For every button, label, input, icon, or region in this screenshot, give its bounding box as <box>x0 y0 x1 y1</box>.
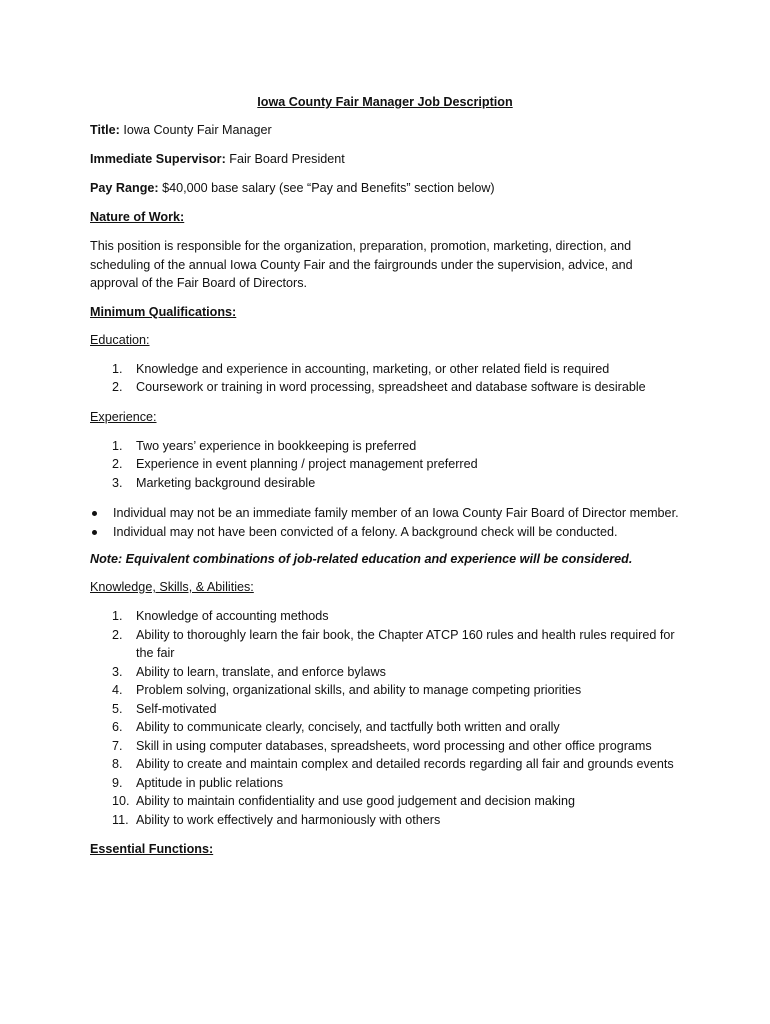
list-number: 4. <box>112 683 123 697</box>
list-text: Ability to create and maintain complex and detailed records regarding all fair and grounds events <box>136 757 674 771</box>
list-number: 2. <box>112 380 123 394</box>
list-text: Skill in using computer databases, spreadsheets, word processing and other office programs <box>136 738 652 753</box>
ksa-heading: Knowledge, Skills, & Abilities: <box>90 580 254 594</box>
list-item <box>90 681 680 700</box>
list-number: 8. <box>112 757 123 771</box>
list-text: Marketing background desirable <box>136 475 316 490</box>
field-value: $40,000 base salary (see “Pay and Benefits” section below) <box>158 181 495 195</box>
education-list <box>90 360 680 397</box>
field-value: Fair Board President <box>225 152 345 166</box>
field-value: Iowa County Fair Manager <box>119 123 272 137</box>
list-number: 1. <box>112 438 123 453</box>
list-text: Ability to maintain confidentiality and use good judgement and decision making <box>136 794 575 808</box>
list-number: 5. <box>112 701 123 716</box>
ksa-list <box>90 607 680 829</box>
list-text: Knowledge and experience in accounting, marketing, or other related field is required <box>136 361 610 376</box>
requirements-bullet-list <box>90 504 680 541</box>
field-label: Pay Range: <box>90 181 159 195</box>
list-item <box>90 700 680 719</box>
list-number: 1. <box>112 609 123 623</box>
field-pay-range <box>90 180 680 196</box>
list-item <box>90 360 680 379</box>
list-item <box>90 607 680 626</box>
list-item <box>90 792 680 811</box>
field-supervisor <box>90 151 680 167</box>
equivalency-note: Note: Equivalent combinations of job-related education and experience will be considered. <box>90 552 633 566</box>
list-number: 2. <box>112 627 123 642</box>
list-text: Coursework or training in word processing, spreadsheet and database software is desirable <box>136 380 646 394</box>
nature-of-work-text: This position is responsible for the organization, preparation, promotion, marketing, direction, and scheduling of the annual Iowa County Fair and the fairgrounds under the supervision, advice, and approval of the Fair Board of Directors. <box>90 239 633 290</box>
list-item <box>90 755 680 774</box>
list-number: 1. <box>112 361 123 376</box>
essential-functions-heading: Essential Functions: <box>90 842 214 856</box>
list-item <box>90 474 680 493</box>
list-number: 9. <box>112 775 123 790</box>
bullet-text: Individual may not be an immediate family member of an Iowa County Fair Board of Director member. <box>113 506 679 520</box>
list-number: 3. <box>112 664 123 679</box>
list-item <box>90 455 680 474</box>
field-label: Immediate Supervisor: <box>90 152 226 166</box>
list-number: 11. <box>112 812 129 827</box>
document-title: Iowa County Fair Manager Job Description <box>257 95 513 109</box>
list-item <box>90 737 680 756</box>
list-text: Ability to communicate clearly, concisely, and tactfully both written and orally <box>136 720 560 734</box>
list-item <box>90 774 680 793</box>
education-heading: Education: <box>90 332 150 347</box>
list-text: Aptitude in public relations <box>136 775 284 790</box>
list-item <box>90 718 680 737</box>
experience-heading: Experience: <box>90 409 157 424</box>
list-text: Two years’ experience in bookkeeping is preferred <box>136 438 417 453</box>
field-title <box>90 122 680 138</box>
list-number: 3. <box>112 475 123 490</box>
list-text: Problem solving, organizational skills, and ability to manage competing priorities <box>136 683 582 697</box>
field-label: Title: <box>90 123 120 137</box>
list-item <box>90 663 680 682</box>
minimum-qualifications-heading: Minimum Qualifications: <box>90 304 237 319</box>
list-item <box>90 378 680 397</box>
document-page <box>90 94 680 869</box>
bullet-text: Individual may not have been convicted of a felony. A background check will be conducted. <box>113 524 618 539</box>
experience-list <box>90 437 680 493</box>
list-text: Experience in event planning / project management preferred <box>136 457 478 471</box>
list-item <box>90 626 680 663</box>
list-number: 2. <box>112 457 123 471</box>
list-item <box>90 437 680 456</box>
bullet-dot-icon <box>92 511 97 516</box>
bullet-item <box>90 504 680 523</box>
list-number: 7. <box>112 738 123 753</box>
list-number: 10. <box>112 794 130 808</box>
nature-of-work-heading: Nature of Work: <box>90 210 185 224</box>
list-number: 6. <box>112 720 123 734</box>
list-text: Self-motivated <box>136 701 217 716</box>
bullet-dot-icon <box>92 530 97 535</box>
list-text: Ability to work effectively and harmoniously with others <box>136 812 441 827</box>
list-text: Ability to thoroughly learn the fair book, the Chapter ATCP 160 rules and health rules required for the fair <box>136 627 675 660</box>
bullet-item <box>90 523 680 542</box>
list-text: Knowledge of accounting methods <box>136 609 329 623</box>
list-item <box>90 811 680 830</box>
list-text: Ability to learn, translate, and enforce bylaws <box>136 664 386 679</box>
